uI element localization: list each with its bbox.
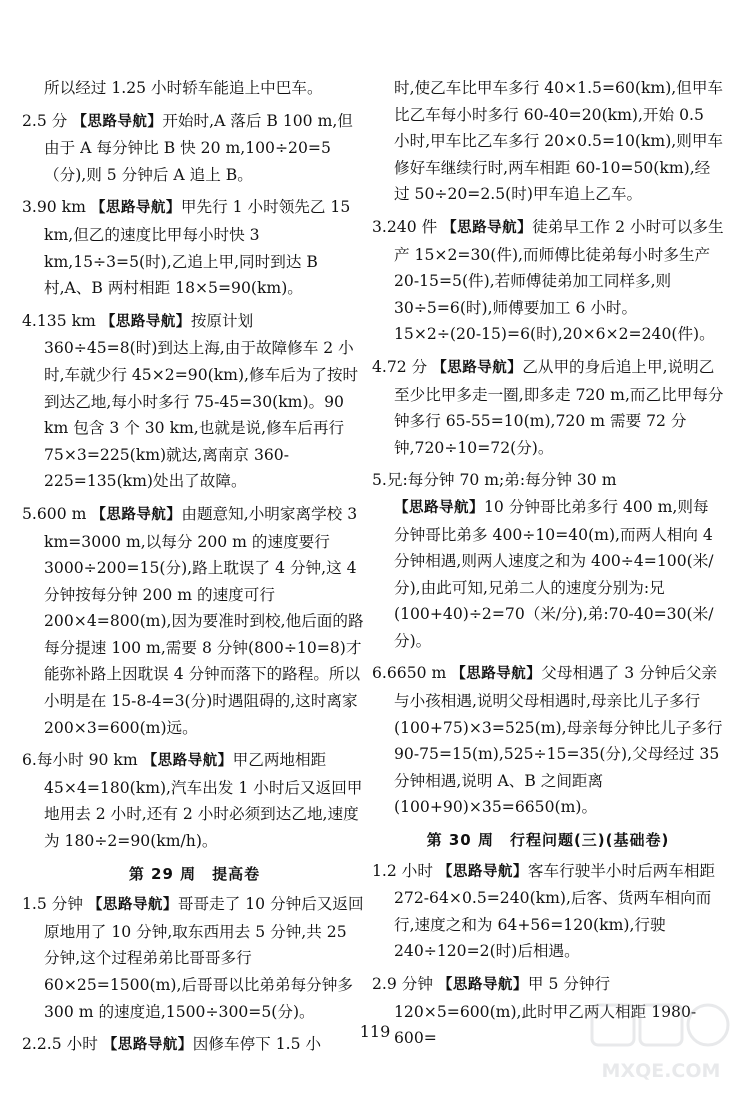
- answer-item-4: [22, 308, 367, 495]
- answer-text: 因修车停下 1.5 小: [192, 1035, 322, 1054]
- answer-item-6: [22, 747, 367, 854]
- answer-item-1: [22, 891, 367, 1025]
- page-number: 119: [359, 1022, 391, 1041]
- answer-text: 甲 5 分钟行 120×5=600(m),此时甲乙两人相距 1980-600=: [394, 975, 697, 1048]
- answer-item-4: [372, 354, 724, 461]
- answer-continuation: 所以经过 1.25 小时轿车能追上中巴车。: [44, 79, 323, 97]
- answer-text: 开始时,A 落后 B 100 m,但由于 A 每分钟比 B 快 20 m,100÷20=5（分),则 5 分钟后 A 追上 B。: [44, 111, 353, 184]
- right-column: [372, 75, 724, 1058]
- watermark-logo: [586, 1001, 736, 1089]
- answer-text: 按原计划 360÷45=8(时)到达上海,由于故障修车 2 小时,车就少行 45×2=90(km),修车后为了按时到达乙地,每小时多行 75-45=30(km)。90 km 包含 3 个 30 km,也就是说,修车后再行 75×3=225(km)就达,离南京 360-225=135(km)处出了故障。: [44, 311, 359, 491]
- answer-number: 2.9 分钟: [372, 975, 433, 993]
- answer-continuation: 时,使乙车比甲车多行 40×1.5=60(km),但甲车比乙车每小时多行 60-40=20(km),开始 0.5 小时,甲车比乙车多行 20×0.5=10(km),则甲车修好车继续行时,两车相距 60-10=50(km),经过 50÷20=2.5(时)甲车追上乙车。: [394, 79, 724, 204]
- watermark-text: MXQE.COM: [601, 1060, 721, 1082]
- hint-tag: 【思路导航】: [100, 313, 191, 330]
- answer-number: 3.240 件: [372, 217, 438, 236]
- answer-item-3: [372, 214, 724, 348]
- hint-tag: 【思路导航】: [394, 499, 484, 516]
- answer-text: 甲乙两地相距 45×4=180(km),汽车出发 1 小时后又返回甲地用去 2 小时,还有 2 小时必须到达乙地,速度为 180÷2=90(km/h)。: [44, 751, 363, 851]
- answer-number: 2.2.5 小时: [22, 1035, 98, 1054]
- section-heading: 第 29 周 提高卷: [128, 864, 261, 883]
- answer-number: 6.每小时 90 km: [22, 751, 138, 770]
- answer-number: 1.5 分钟: [22, 895, 83, 914]
- answer-text: 10 分钟哥比弟多行 400 m,则每分钟哥比弟多 400÷10=40(m),而两人相向 4 分钟相遇,则两人速度之和为 400÷4=100(米/分),由此可知,兄弟二人的速度分别为:兄(100+40)÷2=70（米/分),弟:70-40=30(米/分)。: [394, 497, 714, 650]
- answer-item-6: [372, 660, 724, 821]
- answer-text: 徒弟早工作 2 小时可以多生产 15×2=30(件),而师傅比徒弟每小时多生产 20-15=5(件),若师傅徒弟加工同样多,则 30÷5=6(时),师傅要加工 6 小时。15×2÷(20-15)=6(时),20×6×2=240(件)。: [394, 217, 724, 344]
- answer-number: 6.6650 m: [372, 664, 447, 683]
- answer-item-5: [372, 467, 724, 654]
- answer-number: 4.135 km: [22, 311, 96, 330]
- hint-tag: 【思路导航】: [142, 753, 233, 770]
- answer-number: 5.兄:每分钟 70 m;弟:每分钟 30 m: [372, 471, 617, 490]
- answer-text: 乙从甲的身后追上甲,说明乙至少比甲多走一圈,即多走 720 m,而乙比甲每分钟多行 65-55=10(m),720 m 需要 72 分钟,720÷10=72(分)。: [394, 357, 724, 457]
- answer-text: 哥哥走了 10 分钟后又返回原地用了 10 分钟,取东西用去 5 分钟,共 25 分钟,这个过程弟弟比哥哥多行 60×25=1500(m),后哥哥以比弟弟每分钟多 300 m 的速度追,1500÷300=5(分)。: [44, 895, 364, 1021]
- answer-number: 2.5 分: [22, 111, 68, 130]
- hint-tag: 【思路导航】: [72, 113, 163, 130]
- hint-tag: 【思路导航】: [432, 359, 523, 376]
- answer-text: 由题意知,小明家离学校 3 km=3000 m,以每分 200 m 的速度要行 3000÷200=15(分),路上耽误了 4 分钟,这 4 分钟按每分钟 200 m 的速度可行 200×4=800(m),因为要准时到校,他后面的路每分提速 100 m,需要 8 分钟(800÷10=8)才能弥补路上因耽误 4 分钟而落下的路程。所以小明是在 15-8-4=3(分)时遇阻碍的,这时离家 200×3=600(m)远。: [44, 504, 364, 737]
- hint-tag: 【思路导航】: [437, 977, 528, 993]
- answer-number: 4.72 分: [372, 357, 428, 376]
- hint-tag: 【思路导航】: [442, 219, 533, 236]
- hint-tag: 【思路导航】: [437, 863, 528, 880]
- answer-item-1: [372, 858, 724, 965]
- answer-item-3: [22, 194, 367, 301]
- answer-text: 甲先行 1 小时领先乙 15 km,但乙的速度比甲每小时快 3 km,15÷3=5(时),乙追上甲,同时到达 B 村,A、B 两村相距 18×5=90(km)。: [44, 198, 351, 298]
- section-heading: 第 30 周 行程问题(三)(基础卷): [426, 831, 670, 850]
- answer-number: 5.600 m: [22, 504, 87, 523]
- hint-tag: 【思路导航】: [90, 200, 181, 217]
- hint-tag: 【思路导航】: [102, 1037, 193, 1054]
- hint-tag: 【思路导航】: [91, 506, 182, 523]
- answer-number: 3.90 km: [22, 198, 86, 217]
- answer-number: 1.2 小时: [372, 861, 433, 880]
- answer-item-2: [22, 108, 367, 189]
- hint-tag: 【思路导航】: [87, 897, 178, 914]
- answer-text: 父母相遇了 3 分钟后父亲与小孩相遇,说明父母相遇时,母亲比儿子多行(100+75)×3=525(m),母亲每分钟比儿子多行 90-75=15(m),525÷15=35(分),父母经过 35 分钟相遇,说明 A、B 之间距离(100+90)×35=6650(m)。: [394, 664, 723, 817]
- left-column: [22, 75, 367, 1065]
- answer-text: 客车行驶半小时后两车相距 272-64×0.5=240(km),后客、货两车相向而行,速度之和为 64+56=120(km),行驶 240÷120=2(时)后相遇。: [394, 861, 716, 961]
- hint-tag: 【思路导航】: [451, 666, 542, 683]
- answer-item-5: [22, 501, 367, 741]
